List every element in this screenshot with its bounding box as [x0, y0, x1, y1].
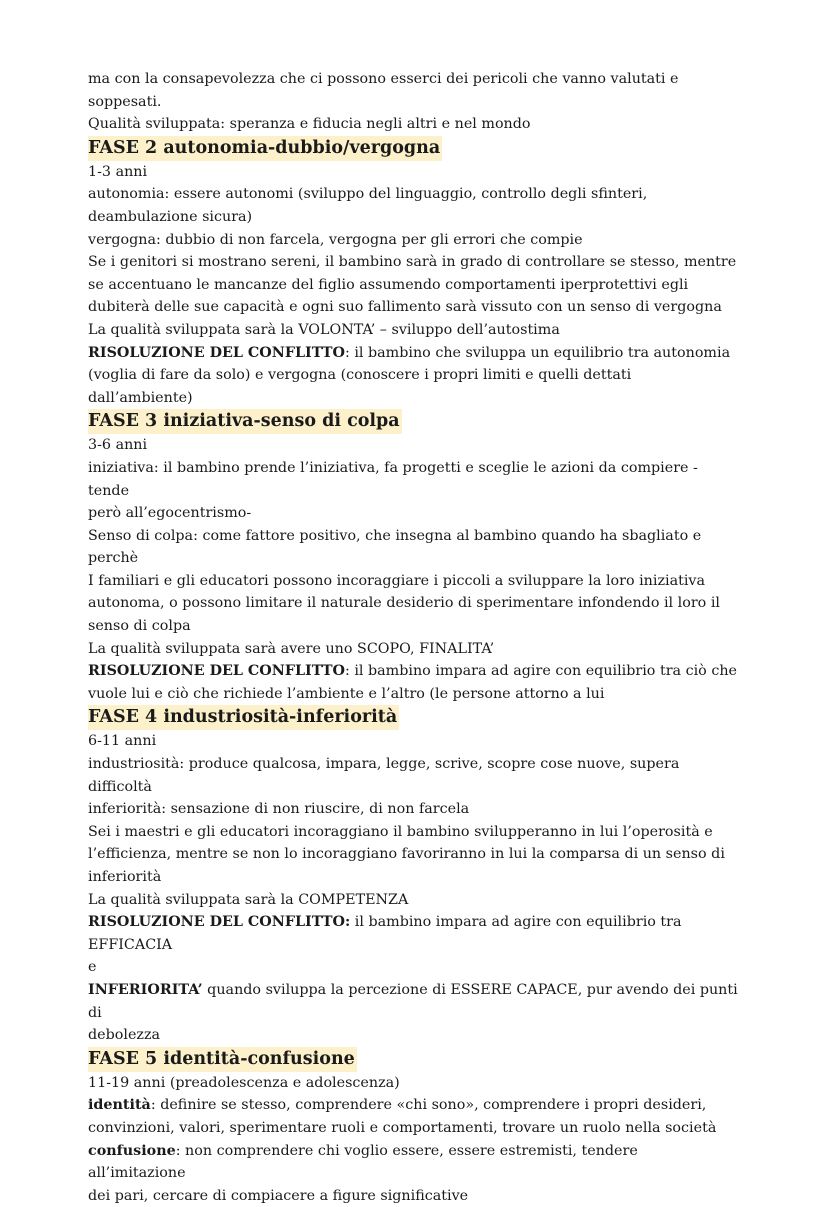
resolution-text: : il bambino impara ad agire con equilibrio tra ciò che	[344, 663, 738, 680]
text-line: Qualità sviluppata: speranza e fiducia negli altri e nel mondo	[88, 116, 531, 133]
resolution-label: RISOLUZIONE DEL CONFLITTO	[88, 663, 345, 680]
text-line: iniziativa: il bambino prende l’iniziativa, fa progetti e sceglie le azioni da compiere - tende	[88, 459, 698, 499]
text-line: Sei i maestri e gli educatori incoraggiano il bambino svilupperanno in lui l’operosità e	[88, 823, 713, 840]
text-line: debolezza	[88, 1027, 160, 1044]
text-line: autonomia: essere autonomi (sviluppo del linguaggio, controllo degli sfinteri,	[88, 186, 648, 203]
age-range: 3-6 anni	[88, 437, 148, 454]
identity-label: identità	[88, 1097, 151, 1114]
confusion-text: : non comprendere chi voglio essere, essere estremisti, tendere all’imitazione	[88, 1142, 638, 1182]
identity-line	[88, 1094, 738, 1117]
inferiority-line	[88, 979, 738, 1024]
text-line: (voglia di fare da solo) e vergogna (conoscere i propri limiti e quelli dettati dall’ambiente)	[88, 367, 632, 406]
resolution-text: il bambino impara ad agire con equilibrio tra EFFICACIA	[88, 914, 682, 953]
text-line: vergogna: dubbio di non farcela, vergogna per gli errori che compie	[88, 231, 583, 248]
text-line: La qualità sviluppata sarà la COMPETENZA	[88, 891, 409, 908]
age-range: 11-19 anni (preadolescenza e adolescenza)	[88, 1074, 400, 1091]
text-line: dubiterà delle sue capacità e ogni suo fallimento sarà vissuto con un senso di vergogna	[88, 299, 722, 316]
resolution-line	[88, 660, 738, 683]
resolution-text: : il bambino che sviluppa un equilibrio tra autonomia	[344, 344, 731, 361]
resolution-label: RISOLUZIONE DEL CONFLITTO:	[88, 914, 351, 931]
text-line: inferiorità	[88, 869, 162, 885]
text-line: l’efficienza, mentre se non lo incoraggiano favoriranno in lui la comparsa di un senso di	[88, 846, 725, 863]
text-line: inferiorità: sensazione di non riuscire, di non farcela	[88, 801, 470, 818]
section-heading-fase-3: FASE 3 iniziativa-senso di colpa	[88, 409, 402, 434]
inferiority-text: quando sviluppa la percezione di ESSERE CAPACE, pur avendo dei punti di	[88, 981, 738, 1021]
text-line: I familiari e gli educatori possono incoraggiare i piccoli a sviluppare la loro iniziativa	[88, 572, 706, 589]
text-line: soppesati.	[88, 93, 162, 110]
resolution-line	[88, 911, 738, 956]
inferiority-label: INFERIORITA’	[88, 981, 203, 998]
resolution-label: RISOLUZIONE DEL CONFLITTO	[88, 344, 345, 361]
text-line: e	[88, 959, 97, 976]
text-line: ma con la consapevolezza che ci possono esserci dei pericoli che vanno valutati e	[88, 71, 679, 87]
section-heading-fase-5: FASE 5 identità-confusione	[88, 1047, 357, 1072]
text-line: deambulazione sicura)	[88, 208, 253, 225]
section-heading-fase-2: FASE 2 autonomia-dubbio/vergogna	[88, 136, 442, 161]
text-line: convinzioni, valori, sperimentare ruoli e comportamenti, trovare un ruolo nella società	[88, 1119, 717, 1136]
text-line: La qualità sviluppata sarà la VOLONTA’ – sviluppo dell’autostima	[88, 321, 560, 338]
text-line: Senso di colpa: come fattore positivo, che insegna al bambino quando ha sbagliato e	[88, 527, 702, 544]
document-page	[88, 68, 738, 1207]
text-line: industriosità: produce qualcosa, impara, legge, scrive, scopre cose nuove, supera difficoltà	[88, 756, 680, 795]
age-range: 1-3 anni	[88, 163, 148, 180]
text-line: autonoma, o possono limitare il naturale desiderio di sperimentare infondendo il loro il	[88, 595, 720, 612]
text-line: dei pari, cercare di compiacere a figure significative	[88, 1187, 469, 1204]
text-line: vuole lui e ciò che richiede l’ambiente e l’altro (le persone attorno a lui	[88, 685, 605, 702]
text-line: senso di colpa	[88, 618, 191, 635]
text-line: però all’egocentrismo-	[88, 505, 252, 522]
text-line: se accentuano le mancanze del figlio assumendo comportamenti iperprotettivi egli	[88, 276, 689, 293]
confusion-line	[88, 1140, 738, 1185]
section-heading-fase-4: FASE 4 industriosità-inferiorità	[88, 705, 399, 730]
confusion-label: confusione	[88, 1142, 176, 1159]
text-line: La qualità sviluppata sarà avere uno SCOPO, FINALITA’	[88, 640, 495, 657]
identity-text: : definire se stesso, comprendere «chi sono», comprendere i propri desideri,	[150, 1097, 707, 1114]
text-line: perchè	[88, 550, 139, 567]
age-range: 6-11 anni	[88, 733, 157, 750]
resolution-line	[88, 342, 738, 365]
text-line: Se i genitori si mostrano sereni, il bambino sarà in grado di controllare se stesso, mentre	[88, 254, 737, 271]
